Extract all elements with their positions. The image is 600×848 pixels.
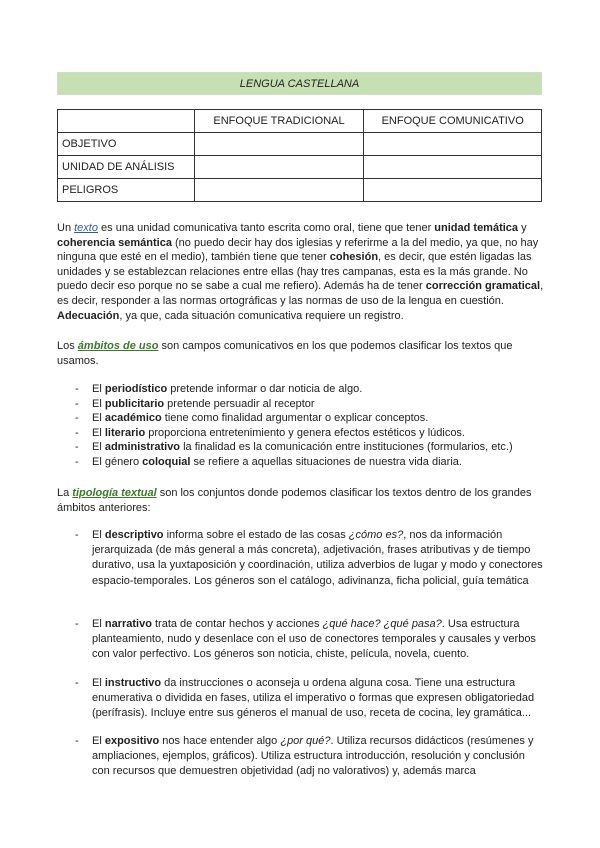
list-item: - El publicitario pretende persuadir al receptor [57,397,544,412]
list-item: - El administrativo la finalidad es la comunicación entre instituciones (formularios, etc.) [57,440,544,455]
table-row-label: UNIDAD DE ANÁLISIS [58,156,195,179]
texto-term: texto [74,222,98,234]
table-header-comunicativo: ENFOQUE COMUNICATIVO [364,110,542,133]
table-row-label: OBJETIVO [58,133,195,156]
table-header-row [58,110,542,133]
table-cell [364,179,542,202]
table-cell [194,133,364,156]
table-row [58,156,542,179]
tipo-instructivo: - El instructivo da instrucciones o aconseja u ordena alguna cosa. Tiene una estructura enumerativa o dividida en fases, utiliza el imperativo o formas que expresen obligatoriedad (perífrasis). Incluye entre sus géneros el manual de uso, receta de cocina, ley gramática... [75,677,535,720]
tipo-narrativo: - El narrativo trata de contar hechos y acciones ¿qué hace? ¿qué pasa?. Usa estructura planteamiento, nudo y desenlace con el uso de conectores temporales y causales y verbos con valor perfectivo. Los géneros son noticia, chiste, película, novela, cuento. [75,618,536,661]
texto-definition-paragraph: Un texto es una unidad comunicativa tanto escrita como oral, tiene que tener unidad temática y coherencia semántica (no puedo decir hay dos iglesias y referirme a la del medio, ya que, no hay ninguna que esté en el medio), también tiene que tener cohesión, es decir, que estén ligadas las unidades y se establezcan relaciones entre ellas (hay tres campanas, esta es la más grande. No puedo decir eso porque no se sabe a cual me refiero). Además ha de tener corrección gramatical, es decir, responder a las normas ortográficas y las normas de uso de la lengua en cuestión. Adecuación, ya que, cada situación comunicativa requiere un registro. [57,222,544,322]
comparison-table [57,109,542,202]
tipologia-term: tipología textual [72,487,157,499]
table-header-tradicional: ENFOQUE TRADICIONAL [194,110,364,133]
list-item: - El género coloquial se refiere a aquellas situaciones de nuestra vida diaria. [57,455,544,470]
table-cell [194,179,364,202]
list-item: - El académico tiene como finalidad argumentar o explicar conceptos. [57,411,544,426]
tipologia-intro-paragraph: La tipología textual son los conjuntos donde podemos clasificar los textos dentro de los grandes ámbitos anteriores: [57,487,532,514]
tipo-descriptivo: - El descriptivo informa sobre el estado de las cosas ¿cómo es?, nos da información jerarquizada (de más general a más concreta), adjetivación, frases atributivas y de tiempo durativo, usa la yuxtaposición y coordinación, utiliza adverbios de lugar y modo y conectores espacio-temporales. Los géneros son el catálogo, adivinanza, ficha policial, guía temática [75,529,543,587]
table-row-label: PELIGROS [58,179,195,202]
table-cell [194,156,364,179]
ambitos-list [57,382,544,470]
subject-title: LENGUA CASTELLANA [57,72,542,95]
ambitos-intro-paragraph: Los ámbitos de uso son campos comunicativos en los que podemos clasificar los textos que usamos. [57,340,513,367]
list-item: - El periodístico pretende informar o dar noticia de algo. [57,382,544,397]
table-cell [364,133,542,156]
table-header-empty [58,110,195,133]
list-item: - El literario proporciona entretenimiento y genera efectos estéticos y lúdicos. [57,426,544,441]
table-row [58,179,542,202]
tipo-expositivo: - El expositivo nos hace entender algo ¿por qué?. Utiliza recursos didácticos (resúmenes y ampliaciones, ejemplos, gráficos). Utiliza estructura introducción, resolución y conclusión con recursos que demuestren objetividad (adj no valorativos) y, además marca [75,735,534,778]
table-cell [364,156,542,179]
ambitos-term: ámbitos de uso [77,340,159,352]
table-row [58,133,542,156]
